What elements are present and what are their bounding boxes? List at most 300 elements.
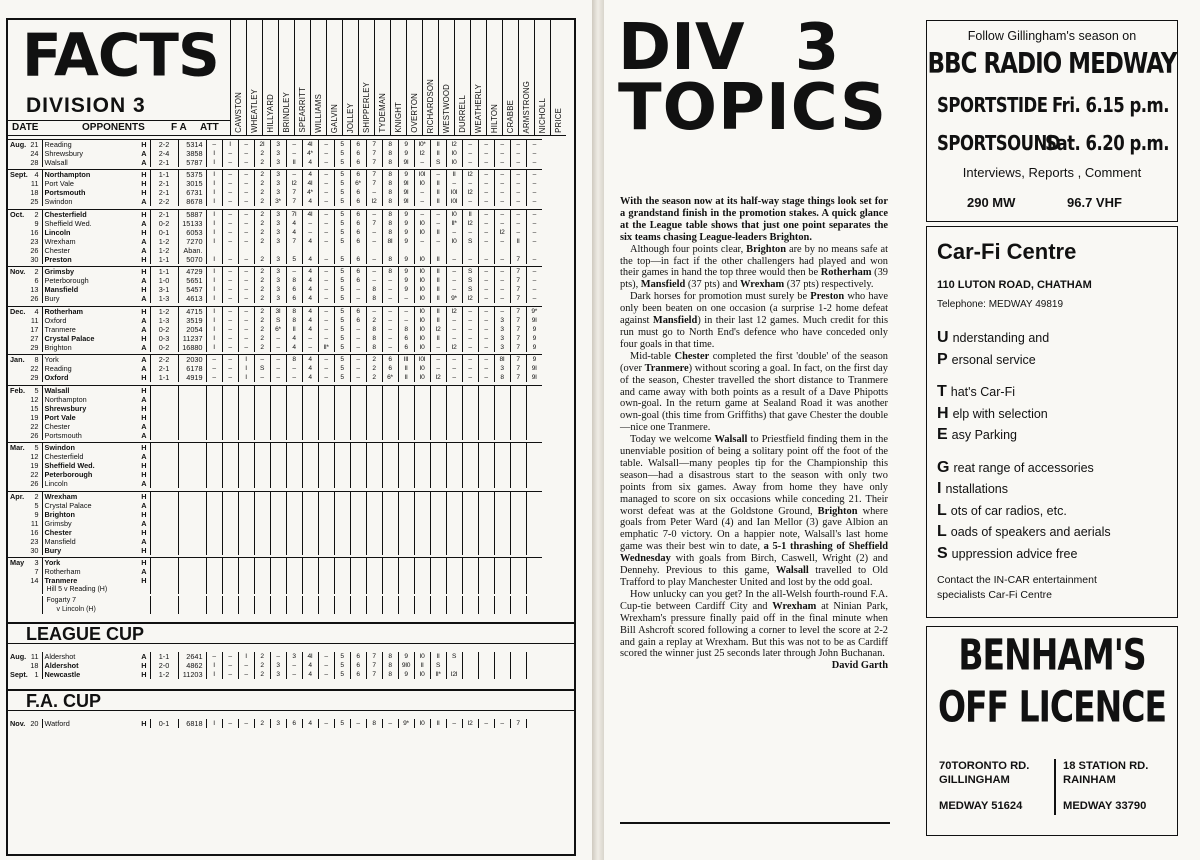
player-shirt: [446, 546, 462, 555]
player-shirt: [318, 404, 334, 413]
player-shirt: –: [414, 197, 430, 206]
player-name: HILLYARD: [266, 94, 275, 133]
player-shirt: [270, 404, 286, 413]
player-shirt: I2: [494, 228, 510, 237]
attendance: 6818: [178, 719, 206, 728]
player-shirt: –: [478, 179, 494, 188]
player-shirt: [206, 510, 222, 519]
player-shirt: –: [382, 334, 398, 343]
player-name: BRINDLEY: [282, 92, 291, 133]
score: 0-1: [150, 719, 178, 728]
player-shirt: [478, 670, 494, 679]
opponent-cell: Aldershot: [42, 652, 138, 661]
player-shirt: [382, 576, 398, 585]
player-shirt: [478, 422, 494, 431]
player-shirt: 5: [334, 228, 350, 237]
player-shirt: 4: [302, 355, 318, 365]
score: 0-2: [150, 343, 178, 352]
player-shirt: 6: [350, 228, 366, 237]
player-shirt: I: [238, 355, 254, 365]
attendance: 7270: [178, 237, 206, 246]
player-shirt: [398, 537, 414, 546]
player-shirt: [478, 519, 494, 528]
player-shirt: [366, 246, 382, 255]
match-date: [8, 325, 42, 334]
opponent-cell: [42, 510, 138, 519]
player-shirt: I: [206, 188, 222, 197]
player-shirt: –: [302, 334, 318, 343]
player-shirt: 6: [350, 670, 366, 679]
attendance: 5651: [178, 276, 206, 285]
player-shirt: [254, 528, 270, 537]
player-shirt: [382, 537, 398, 546]
player-shirt: 7: [510, 316, 526, 325]
player-shirt: [494, 246, 510, 255]
opponent-name: Lincoln: [44, 227, 71, 237]
player-shirt: [382, 452, 398, 461]
player-shirt: –: [318, 670, 334, 679]
player-shirt: [350, 510, 366, 519]
player-shirt: 8: [286, 306, 302, 316]
player-shirt: [366, 395, 382, 404]
player-shirt: 2: [254, 316, 270, 325]
player-shirt: [462, 558, 478, 568]
player-shirt: –: [222, 149, 238, 158]
table-row: [8, 491, 542, 501]
player-shirt: 7: [366, 139, 382, 149]
player-shirt: 6: [286, 719, 302, 728]
player-shirt: [430, 385, 446, 395]
table-row: [8, 404, 542, 413]
player-shirt: 6: [350, 197, 366, 206]
player-shirt: [270, 470, 286, 479]
player-shirt: –: [526, 267, 542, 277]
player-shirt: –: [222, 219, 238, 228]
attendance: [178, 558, 206, 568]
player-shirt: [366, 452, 382, 461]
opponent-name: Tranmere: [44, 576, 78, 585]
player-shirt: [254, 546, 270, 555]
opponent-name: Newcastle: [44, 670, 81, 679]
player-shirt: –: [478, 306, 494, 316]
article-bold-text: Preston: [810, 291, 845, 303]
player-shirt: 2: [254, 228, 270, 237]
player-shirt: –: [318, 661, 334, 670]
home-away: H: [141, 545, 147, 555]
player-shirt: [478, 404, 494, 413]
player-shirt: [270, 461, 286, 470]
player-shirt: [526, 443, 542, 453]
home-away: H: [141, 670, 147, 679]
day-label: 4: [34, 306, 39, 316]
player-shirt: 2: [254, 179, 270, 188]
player-shirt: [286, 510, 302, 519]
player-shirt: –: [366, 306, 382, 316]
match-date: [8, 395, 42, 404]
player-shirt: –: [510, 228, 526, 237]
player-shirt: [382, 246, 398, 255]
article-text: How unlucky can you get? In the all-Welsh fourth-round F.A. Cup-tie between Cardiff City and: [620, 588, 888, 612]
player-shirt: S: [254, 364, 270, 373]
match-date: [8, 355, 42, 365]
player-shirt: –: [222, 343, 238, 352]
player-shirt: –: [478, 158, 494, 167]
player-shirt: 6: [350, 661, 366, 670]
player-shirt: [462, 246, 478, 255]
footnote-row: [8, 585, 542, 594]
match-date: [8, 228, 42, 237]
player-shirt: [334, 431, 350, 440]
player-shirt: –: [238, 343, 254, 352]
player-shirt: [318, 431, 334, 440]
player-shirt: [414, 510, 430, 519]
player-shirt: [366, 528, 382, 537]
player-shirt: 4*: [302, 149, 318, 158]
home-away: A: [141, 342, 147, 352]
player-shirt: –: [366, 237, 382, 246]
player-shirt: II: [430, 276, 446, 285]
player-shirt: I: [206, 343, 222, 352]
match-date: [8, 219, 42, 228]
player-shirt: [478, 491, 494, 501]
player-shirt: [510, 558, 526, 568]
player-shirt: [398, 246, 414, 255]
player-name: DURRELL: [458, 95, 467, 133]
player-shirt: –: [318, 355, 334, 365]
player-shirt: 4: [286, 219, 302, 228]
player-shirt: [222, 413, 238, 422]
player-shirt: [526, 479, 542, 488]
home-away: A: [141, 364, 147, 373]
player-shirt: [414, 452, 430, 461]
player-shirt: [318, 510, 334, 519]
attendance: [178, 413, 206, 422]
player-shirt: 5: [334, 267, 350, 277]
player-shirt: [350, 546, 366, 555]
attendance: [178, 567, 206, 576]
score: 1-1: [150, 255, 178, 264]
player-shirt: [382, 470, 398, 479]
score: 2-1: [150, 158, 178, 167]
player-shirt: [286, 537, 302, 546]
player-shirt: [430, 422, 446, 431]
player-shirt: S: [462, 276, 478, 285]
player-shirt: 9: [526, 334, 542, 343]
attendance: [178, 395, 206, 404]
article-text: with goals from Birch, Caswell, Wright (2) and Dennehy. Previous to this game,: [620, 553, 888, 577]
player-shirt: [254, 558, 270, 568]
player-shirt: –: [206, 139, 222, 149]
article-text: Mid-table: [630, 350, 675, 362]
opponent-cell: [42, 491, 138, 501]
day-label: 27: [30, 333, 39, 343]
player-shirt: [334, 567, 350, 576]
player-shirt: [414, 470, 430, 479]
player-shirt: [494, 670, 510, 679]
player-shirt: –: [494, 170, 510, 180]
player-shirt: [510, 576, 526, 585]
player-shirt: –: [238, 179, 254, 188]
player-shirt: II: [430, 139, 446, 149]
player-shirt: [334, 413, 350, 422]
league-cup-title: LEAGUE CUP: [8, 622, 576, 644]
player-shirt: [222, 470, 238, 479]
player-shirt: 5: [334, 197, 350, 206]
player-shirt: –: [254, 373, 270, 382]
attendance: [178, 546, 206, 555]
player-shirt: 7: [286, 188, 302, 197]
player-shirt: 3: [270, 228, 286, 237]
player-shirt: –: [238, 237, 254, 246]
article-bold-text: Wrexham: [740, 279, 785, 291]
player-shirt: [318, 413, 334, 422]
player-shirt: [286, 443, 302, 453]
player-shirt: [302, 537, 318, 546]
player-shirt: I2: [462, 294, 478, 303]
player-shirt: 4: [302, 670, 318, 679]
table-row: [8, 652, 542, 661]
player-shirt: –: [510, 209, 526, 219]
player-shirt: [302, 567, 318, 576]
player-shirt: [286, 452, 302, 461]
player-shirt: [350, 431, 366, 440]
article-text: (39 pts),: [620, 267, 888, 291]
table-row: [8, 452, 542, 461]
score: [150, 567, 178, 576]
attendance: 4919: [178, 373, 206, 382]
player-shirt: [222, 431, 238, 440]
attendance: 2054: [178, 325, 206, 334]
player-shirt: –: [430, 237, 446, 246]
table-row: [8, 237, 542, 246]
player-shirt: S: [430, 158, 446, 167]
player-shirt: [414, 422, 430, 431]
player-name: ARMSTRONG: [522, 80, 531, 133]
acrostic-text: hat's Car-Fi: [950, 385, 1015, 399]
player-shirt: I2: [366, 197, 382, 206]
player-shirt: [494, 431, 510, 440]
player-shirt: –: [286, 661, 302, 670]
player-shirt: [494, 558, 510, 568]
player-shirt: [302, 470, 318, 479]
address-line: RAINHAM: [1063, 774, 1116, 786]
player-shirt: [286, 395, 302, 404]
player-shirt: [382, 395, 398, 404]
player-shirt: [430, 431, 446, 440]
player-shirt: [446, 519, 462, 528]
day-label: 1: [34, 670, 39, 679]
player-shirt: 8: [382, 170, 398, 180]
day-label: 9: [34, 509, 39, 519]
player-shirt: 4: [302, 661, 318, 670]
player-shirt: [414, 528, 430, 537]
player-shirt: –: [318, 306, 334, 316]
player-shirt: [238, 501, 254, 510]
player-name: JOLLEY: [346, 102, 355, 133]
player-shirt: [526, 546, 542, 555]
player-shirt: –: [462, 334, 478, 343]
player-shirt: I0I: [414, 355, 430, 365]
acrostic-letter: L: [937, 501, 947, 519]
home-away: A: [141, 567, 147, 576]
opponent-cell: Mansfield: [42, 537, 138, 546]
player-shirt: –: [494, 255, 510, 264]
player-shirt: [286, 422, 302, 431]
player-shirt: –: [446, 255, 462, 264]
player-shirt: S: [430, 661, 446, 670]
player-shirt: 8: [366, 334, 382, 343]
match-date: [8, 431, 42, 440]
player-shirt: [254, 422, 270, 431]
player-shirt: 2: [254, 719, 270, 728]
player-shirt: –: [526, 188, 542, 197]
player-shirt: II: [430, 188, 446, 197]
player-shirt: [366, 537, 382, 546]
player-shirt: I2: [462, 219, 478, 228]
player-shirt: I: [206, 255, 222, 264]
player-shirt: –: [318, 188, 334, 197]
player-shirt: [510, 567, 526, 576]
player-shirt: 6: [350, 316, 366, 325]
player-shirt: [510, 385, 526, 395]
acrostic-text: reat range of accessories: [953, 460, 1094, 475]
home-away: H: [138, 491, 150, 501]
article-paragraph: [620, 244, 888, 292]
car-fi-acrostic: [937, 329, 1173, 566]
player-shirt: –: [478, 334, 494, 343]
score: [150, 546, 178, 555]
player-shirt: I0I: [414, 170, 430, 180]
player-shirt: [462, 385, 478, 395]
logo-line-2: TOPICS: [618, 71, 888, 145]
day-label: 2: [34, 491, 39, 501]
opponent-name: Sheffield Wed.: [44, 461, 95, 470]
player-shirt: [238, 546, 254, 555]
opponent-cell: [42, 670, 138, 679]
player-shirt: –: [222, 373, 238, 382]
score: [150, 519, 178, 528]
match-date: [8, 537, 42, 546]
acrostic-line: [937, 426, 1173, 448]
player-shirt: [286, 519, 302, 528]
division-title: DIVISION 3: [26, 94, 146, 117]
player-shirt: 3: [270, 139, 286, 149]
opponent-cell: Chesterfield: [42, 452, 138, 461]
player-shirt: [254, 576, 270, 585]
player-shirt: [366, 576, 382, 585]
player-shirt: [238, 431, 254, 440]
player-shirt: [302, 413, 318, 422]
match-date: [8, 567, 42, 576]
player-shirt: –: [414, 237, 430, 246]
player-shirt: 2: [254, 343, 270, 352]
player-shirt: I: [238, 364, 254, 373]
player-shirt: [510, 422, 526, 431]
player-shirt: –: [430, 219, 446, 228]
player-shirt: [206, 528, 222, 537]
table-row: [8, 470, 542, 479]
player-shirt: [494, 501, 510, 510]
player-shirt: [206, 576, 222, 585]
player-shirt: [494, 661, 510, 670]
match-date: [8, 558, 42, 568]
player-shirt: –: [446, 267, 462, 277]
player-shirt: [334, 443, 350, 453]
player-shirt: 8: [398, 325, 414, 334]
player-shirt: [510, 431, 526, 440]
player-shirt: [398, 422, 414, 431]
acrostic-text: nstallations: [945, 482, 1008, 496]
score: [150, 461, 178, 470]
home-away: A: [141, 536, 147, 546]
player-shirt: [334, 519, 350, 528]
player-shirt: [302, 479, 318, 488]
score: [150, 422, 178, 431]
attendance: [178, 528, 206, 537]
player-shirt: [206, 558, 222, 568]
player-shirt: –: [238, 276, 254, 285]
player-shirt: 6: [350, 652, 366, 661]
player-shirt: 4: [302, 276, 318, 285]
player-shirt: –: [238, 267, 254, 277]
player-shirt: I: [238, 652, 254, 661]
opponent-cell: [42, 404, 138, 413]
player-shirt: –: [526, 197, 542, 206]
acrostic-text: elp with selection: [952, 406, 1048, 421]
player-shirt: –: [222, 255, 238, 264]
match-date: [8, 576, 42, 585]
sportstide-label: SPORTSTIDE: [937, 93, 1048, 117]
player-shirt: –: [238, 294, 254, 303]
home-away: H: [141, 461, 147, 470]
player-shirt: [238, 422, 254, 431]
article-paragraph: [620, 291, 888, 351]
player-shirt: –: [222, 670, 238, 679]
player-shirt: [478, 558, 494, 568]
article-byline: David Garth: [831, 660, 888, 672]
player-shirt: [334, 491, 350, 501]
match-date: [8, 209, 42, 219]
player-shirt: 8: [366, 294, 382, 303]
player-shirt: [494, 576, 510, 585]
player-shirt: –: [238, 158, 254, 167]
home-away: A: [141, 276, 147, 285]
score: [150, 470, 178, 479]
player-shirt: [350, 576, 366, 585]
player-shirt: [526, 452, 542, 461]
player-shirt: I0: [414, 334, 430, 343]
player-shirt: –: [526, 209, 542, 219]
player-shirt: [222, 395, 238, 404]
player-shirt: –: [510, 139, 526, 149]
player-shirt: 9I: [526, 364, 542, 373]
match-date: [8, 452, 42, 461]
player-shirt: [318, 576, 334, 585]
player-name: WEATHERLY: [474, 83, 483, 133]
player-shirt: I2I: [446, 670, 462, 679]
player-shirt: 3: [270, 276, 286, 285]
attendance: 8678: [178, 197, 206, 206]
opponent-cell: Portsmouth: [42, 431, 138, 440]
spacer-row: [8, 20, 542, 136]
player-shirt: 6: [350, 219, 366, 228]
player-shirt: [366, 422, 382, 431]
article-bold-text: Tranmere: [644, 362, 689, 374]
player-shirt: [398, 404, 414, 413]
player-shirt: 7: [366, 652, 382, 661]
player-shirt: II: [430, 652, 446, 661]
player-shirt: [526, 528, 542, 537]
